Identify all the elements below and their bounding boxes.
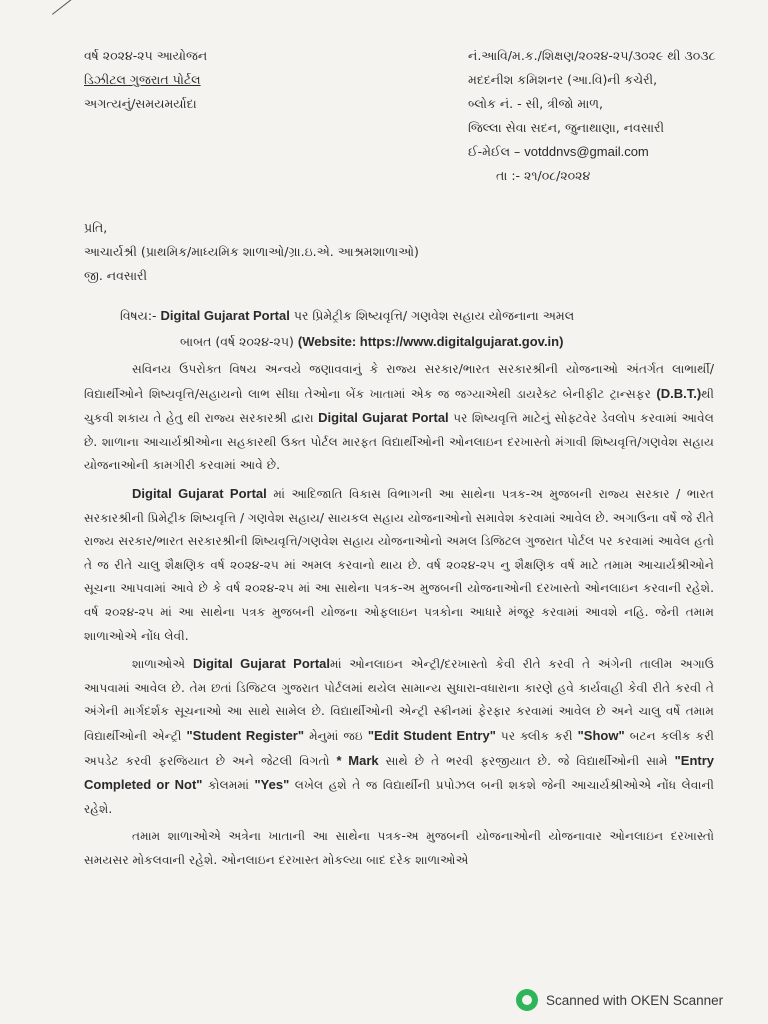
- recipient-prati: પ્રતિ,: [84, 220, 108, 235]
- p3-text-d: પર ક્લીક કરી: [500, 728, 573, 743]
- office-name: મદદનીશ કમિશનર (આ.વિ)ની કચેરી,: [468, 72, 658, 87]
- header-left: [84, 44, 207, 116]
- recipient-name: આચાર્યશ્રી (પ્રાથમિક/માધ્યમિક શાળાઓ/ગ્રા.ઇ.એ. આશ્રમશાળાઓ): [84, 244, 419, 259]
- subject-portal: Digital Gujarat Portal: [160, 308, 290, 323]
- oken-scanner-logo-icon: [516, 989, 538, 1011]
- header-right: [468, 44, 715, 188]
- date-label: તા :-: [496, 168, 521, 183]
- p3-edit-student-entry: "Edit Student Entry": [367, 727, 496, 743]
- subject-line-2: [120, 329, 680, 355]
- p3-entry-completed: "Entry Completed or Not": [84, 752, 715, 793]
- p2-portal: Digital Gujarat Portal: [132, 485, 267, 501]
- body-paragraph-2: [84, 482, 714, 648]
- subject-line-1: [120, 303, 680, 329]
- subject-block: [120, 303, 680, 355]
- email-row: [468, 140, 715, 164]
- p3-show: "Show": [577, 727, 625, 743]
- p4-text: તમામ શાળાઓએ અત્રેના ખાતાની આ સાથેના પત્રક-અ મુજબની યોજનાઓની યોજનાવાર ઓનલાઇન દરખાસ્તો સમયસર મોકલવાની રહેશે. ઓનલાઇન દરખાસ્ત મોકલ્યા બાદ દરેક શાળાઓએ: [84, 829, 714, 867]
- recipient-district: જી. નવસારી: [84, 268, 148, 283]
- subject-website: (Website: https://www.digitalgujarat.gov.in): [297, 334, 564, 349]
- p3-student-register: "Student Register": [186, 727, 305, 743]
- pen-mark: [52, 0, 88, 32]
- body-paragraph-3: [84, 652, 714, 821]
- p1-text-c: પર શિષ્યવૃત્તિ માટેનું સોફ્ટવેર ડેવલોપ કરવામાં આવેલ છે. શાળાના આચાર્યશ્રીઓના સહકારથી ઉક્ત પોર્ટલ મારફત વિદ્યાર્થીઓની ઓનલાઇન દરખાસ્તો મંગાવી શિષ્યવૃત્તિ/ગણવેશ સહાય યોજનાઓની કામગીરી કરવામાં આવે છે.: [84, 411, 714, 473]
- p1-portal: Digital Gujarat Portal: [318, 410, 449, 426]
- email-label: ઈ-મેઈલ –: [468, 144, 521, 159]
- header-priority: અગત્યનું/સમયમર્યાદા: [84, 96, 197, 111]
- header-portal-name: ડિઝીટલ ગુજરાત પોર્ટલ: [84, 72, 201, 87]
- letter-body: [84, 358, 714, 876]
- subject-prefix: વિષય:-: [120, 308, 157, 323]
- p3-text-f: સાથે છે તે ભરવી ફરજીયાત છે. જે વિદ્યાર્થીઓની સામે: [385, 753, 668, 768]
- date-value: ૨૧/૦૮/૨૦૨૪: [524, 168, 591, 183]
- p3-text-c: મેનુમાં જઇ: [309, 728, 363, 743]
- p3-mark: * Mark: [336, 752, 379, 768]
- body-paragraph-4: [84, 825, 714, 872]
- p1-dbt: (D.B.T.): [656, 385, 702, 401]
- body-paragraph-1: [84, 358, 714, 478]
- subject-rest: પર પ્રિમેટ્રીક શિષ્યવૃત્તિ/ ગણવેશ સહાય યોજનાના અમલ: [293, 308, 575, 323]
- p3-yes: "Yes": [254, 777, 290, 793]
- scanner-watermark: [516, 989, 723, 1011]
- p3-text-e: બટન કલીક કરી અપડેટ કરવી ફરજિયાત છે અને જેટલી વિગતો: [84, 728, 715, 768]
- p1-text-a: સવિનય ઉપરોક્ત વિષય અન્વયે જણાવવાનું કે રાજ્ય સરકાર/ભારત સરકારશ્રીની યોજનાઓ અંતર્ગત લાભાર્થી/વિદ્યાર્થીઓને શિષ્યવૃત્તિ/સહાયનો લાભ સીધા તેઓના બેંક ખાતામાં એક જ જગ્યાએથી ડાયરેક્ટ બેનીફીટ ટ્રાન્સફર: [84, 362, 714, 401]
- recipient-block: [84, 216, 419, 288]
- office-address: જિલ્લા સેવા સદન, જુનાથાણા, નવસારી: [468, 120, 665, 135]
- p3-portal: Digital Gujarat Portal: [192, 656, 330, 672]
- office-block: બ્લોક નં. - સી, ત્રીજો માળ,: [468, 96, 604, 111]
- p3-text-g: કોલમમાં: [207, 778, 250, 793]
- p1-text-b: થી ચુકવી શકાય તે હેતુ થી રાજ્ય સરકારશ્રી દ્વારા: [84, 386, 715, 426]
- email-address: votddnvs@gmail.com: [524, 144, 649, 159]
- subject-year: બાબત (વર્ષ ૨૦૨૪-૨૫): [180, 334, 294, 349]
- date-row: [468, 164, 715, 188]
- p3-text-h: લખેલ હશે તે જ વિદ્યાર્થીની પ્રપોઝલ બની શકશે જેની આચાર્યશ્રીઓએ નોંધ લેવાની રહેશે.: [84, 778, 715, 816]
- p3-text-a: શાળાઓએ: [132, 657, 186, 672]
- reference-number: નં.આવિ/મ.ક./શિક્ષણ/૨૦૨૪-૨૫/૩૦૨૯ થી ૩૦૩૮: [468, 48, 716, 63]
- p2-text: માં આદિજાતિ વિકાસ વિભાગની આ સાથેના પત્રક-અ મુજબની રાજ્ય સરકાર / ભારત સરકારશ્રીની પ્રિમેટ્રીક શિષ્યવૃત્તિ / ગણવેશ સહાય/ સાયકલ સહાય યોજનાઓનો સમાવેશ કરવામાં આવેલ છે. અગાઉના વર્ષે જે રીતે રાજ્ય સરકાર/ભારત સરકારશ્રીની શિષ્યવૃત્તિ/ગણવેશ સહાય યોજનાઓનો અમલ ડિજિટલ ગુજરાત પોર્ટલ પર કરવામાં આવેલ હતો તે જ રીતે ચાલુ શૈક્ષણિક વર્ષ ૨૦૨૪-૨૫ માં અમલ કરવાનો થાય છે. વર્ષ ૨૦૨૪-૨૫ નુ શૈક્ષણિક વર્ષ માટે તમામ આચાર્યશ્રીઓને સૂચના આપવામાં આવે છે કે વર્ષ ૨૦૨૪-૨૫ માં આ સાથેના પત્રક-અ મુજબની યોજનાઓની દરખાસ્તો ઓનલાઇન કરવાની રહેશે. વર્ષ ૨૦૨૪-૨૫ માં આ સાથેના પત્રક મુજબની યોજના ઓફલાઇન પત્રકોના આધારે મંજૂર કરવામાં આવશે નહિ. જેની તમામ શાળાઓએ નોંધ લેવી.: [84, 486, 715, 643]
- p3-text-b: માં ઓનલાઇન એન્ટ્રી/દરખાસ્તો કેવી રીતે કરવી તે અંગેની તાલીમ અગાઉ આપવામાં આવેલ છે. તેમ છતાં ડિજિટલ ગુજરાત પોર્ટલમાં થયેલ સામાન્ય સુધારા-વધારાના કારણે હવે કાર્યવાહી કેવી રીતે કરવી તે અંગેની માર્ગદર્શક સૂચનાઓ આ સાથે સામેલ છે. વિદ્યાર્થીઓની એન્ટ્રી સ્ક્રીનમાં ફેરફાર કરવામાં આવેલ છે અને ચાલુ વર્ષે તમામ વિદ્યાર્થીઓની એન્ટ્રી: [84, 657, 715, 743]
- header-plan-year: વર્ષ ૨૦૨૪-૨૫ આયોજન: [84, 48, 208, 63]
- scanner-brand-text: Scanned with OKEN Scanner: [546, 992, 724, 1008]
